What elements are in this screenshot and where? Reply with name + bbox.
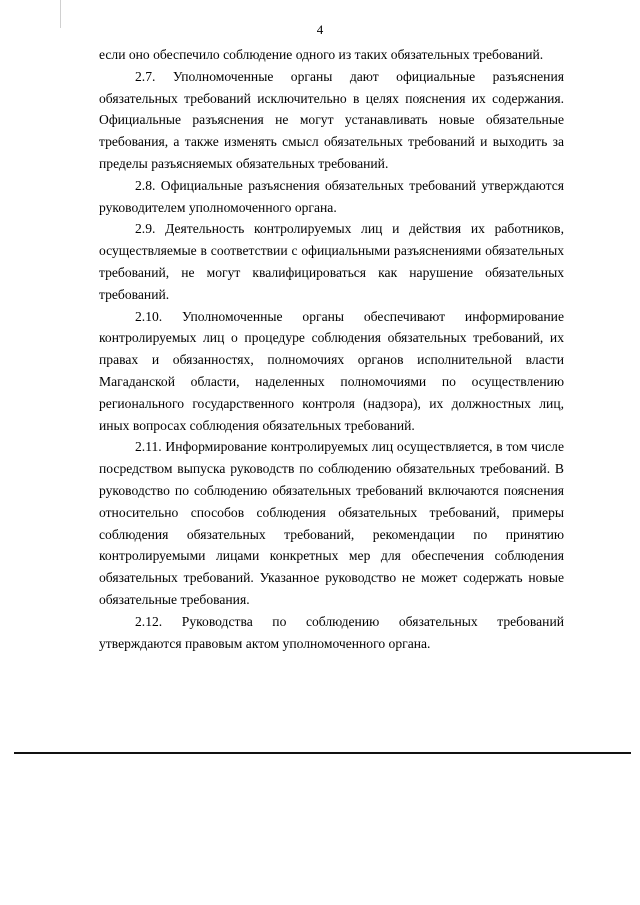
- paragraph-2-9: 2.9. Деятельность контролируемых лиц и действия их работников, осуществляемые в соответствии с официальными разъяснениями обязательных требований, не могут квалифицироваться как нарушение обязательных требований.: [99, 221, 564, 302]
- document-body: [99, 44, 564, 654]
- paragraph-2-12: 2.12. Руководства по соблюдению обязательных требований утверждаются правовым актом уполномоченного органа.: [99, 613, 564, 651]
- horizontal-divider: [14, 752, 631, 754]
- paragraph-2-7: 2.7. Уполномоченные органы дают официальные разъяснения обязательных требований исключительно в целях пояснения их содержания. Официальные разъяснения не могут устанавливать новые обязательные требования, а также изменять смысл обязательных требований и выходить за пределы разъясняемых обязательных требований.: [99, 68, 564, 171]
- paragraph-2-8: 2.8. Официальные разъяснения обязательных требований утверждаются руководителем уполномоченного органа.: [99, 177, 564, 215]
- paragraph-2-11: 2.11. Информирование контролируемых лиц осуществляется, в том числе посредством выпуска руководств по соблюдению обязательных требований. В руководство по соблюдению обязательных требований включаются пояснения относительно способов соблюдения обязательных требований, примеры соблюдения обязательных требований, рекомендации по принятию контролируемыми лицами конкретных мер для обеспечения соблюдения обязательных требований. Указанное руководство не может содержать новые обязательные требования.: [99, 439, 564, 607]
- paragraph-2-10: 2.10. Уполномоченные органы обеспечивают информирование контролируемых лиц о процедуре соблюдения обязательных требований, их правах и обязанностях, полномочиях органов исполнительной власти Магаданской области, наделенных полномочиями по осуществлению регионального государственного контроля (надзора), их должностных лиц, иных вопросах соблюдения обязательных требований.: [99, 308, 564, 433]
- paragraph-continuation: если оно обеспечило соблюдение одного из таких обязательных требований.: [99, 47, 544, 62]
- page-number: 4: [316, 22, 324, 37]
